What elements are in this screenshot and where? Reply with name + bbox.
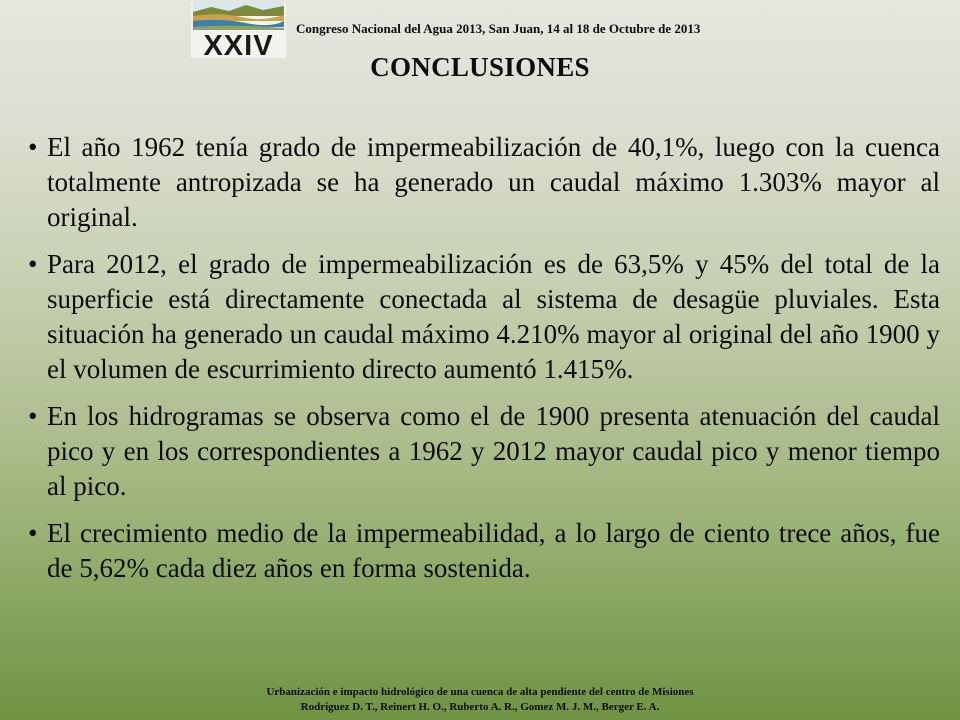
conclusion-item — [28, 399, 940, 504]
congress-line: Congreso Nacional del Agua 2013, San Juan, 14 al 18 de Octubre de 2013 — [296, 21, 701, 36]
conclusion-text: El crecimiento medio de la impermeabilidad, a lo largo de ciento trece años, fue de 5,62% cada diez años en forma sostenida. — [47, 518, 940, 583]
conclusion-text: El año 1962 tenía grado de impermeabilización de 40,1%, luego con la cuenca totalmente antropizada se ha generado un caudal máximo 1.303% mayor al original. — [47, 132, 940, 232]
conclusion-item — [28, 516, 940, 586]
footer-authors: Rodríguez D. T., Reinert H. O., Ruberto A. R., Gomez M. J. M., Berger E. A. — [300, 701, 660, 713]
conclusion-item — [28, 130, 940, 235]
congress-logo — [191, 2, 286, 58]
conclusion-item — [28, 247, 940, 387]
footer-title: Urbanización e impacto hidrológico de una cuenca de alta pendiente del centro de Misiones — [266, 686, 694, 698]
conclusion-text: En los hidrogramas se observa como el de 1900 presenta atenuación del caudal pico y en los correspondientes a 1962 y 2012 mayor caudal pico y menor tiempo al pico. — [47, 401, 940, 501]
footer — [0, 685, 960, 715]
bullet-icon: • — [28, 518, 38, 548]
conclusion-text: Para 2012, el grado de impermeabilización es de 63,5% y 45% del total de la superficie está directamente conectada al sistema de desagüe pluviales. Esta situación ha generado un caudal máximo 4.210% mayor al original del año 1900 y el volumen de escurrimiento directo aumentó 1.415%. — [47, 249, 940, 384]
bullet-icon: • — [28, 132, 38, 162]
slide-title: CONCLUSIONES — [370, 52, 590, 82]
logo-text: XXIV — [203, 30, 274, 58]
conclusions-list — [28, 130, 940, 598]
bullet-icon: • — [28, 401, 38, 431]
congress-logo-graphic — [191, 2, 286, 58]
bullet-icon: • — [28, 249, 38, 279]
